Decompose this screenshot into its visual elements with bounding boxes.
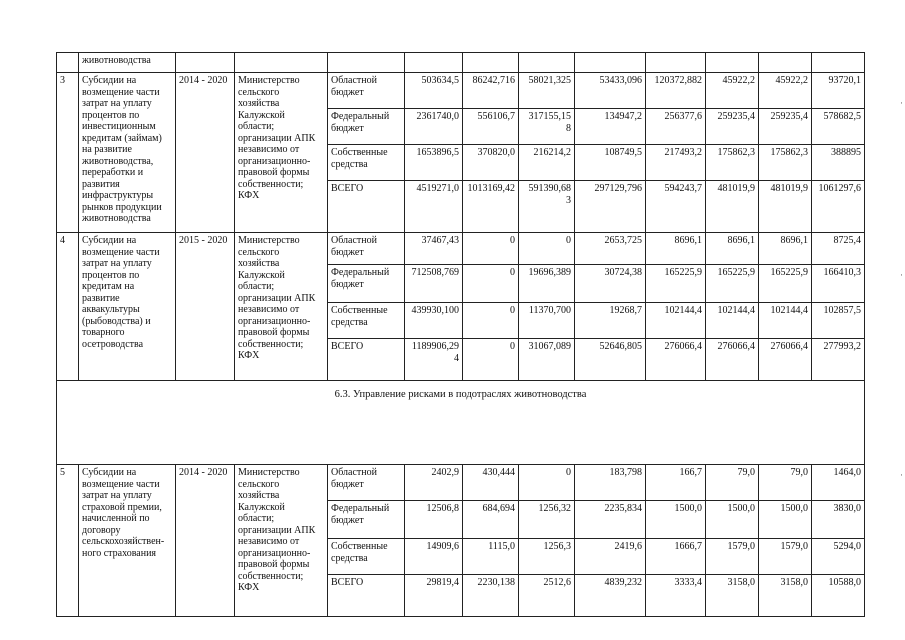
amount-cell: 79,0 bbox=[759, 465, 812, 501]
funding-source: Областной бюджет bbox=[328, 233, 405, 265]
amount-cell: 594243,7 bbox=[646, 181, 706, 233]
amount-cell: 52646,805 bbox=[575, 339, 646, 381]
amount-cell: 165225,9 bbox=[706, 265, 759, 303]
cell-empty bbox=[706, 53, 759, 73]
amount-cell: 93720,1 bbox=[812, 73, 865, 109]
amount-cell: 0 bbox=[463, 339, 519, 381]
amount-cell: 45922,2 bbox=[759, 73, 812, 109]
amount-cell: 166,7 bbox=[646, 465, 706, 501]
amount-cell: 256377,6 bbox=[646, 109, 706, 145]
implementation-period: 2014 - 2020 bbox=[176, 73, 235, 233]
amount-cell: 2361740,0 bbox=[405, 109, 463, 145]
amount-cell: 29819,4 bbox=[405, 575, 463, 617]
table-body bbox=[57, 53, 865, 617]
table-row bbox=[57, 233, 865, 265]
funding-source: Областной бюджет bbox=[328, 465, 405, 501]
amount-cell: 1500,0 bbox=[646, 501, 706, 539]
amount-cell: 0 bbox=[519, 233, 575, 265]
funding-source: Федеральный бюджет bbox=[328, 501, 405, 539]
amount-cell: 1666,7 bbox=[646, 539, 706, 575]
margin-mark: · bbox=[900, 98, 903, 108]
amount-cell: 102857,5 bbox=[812, 303, 865, 339]
amount-cell: 37467,43 bbox=[405, 233, 463, 265]
budget-table bbox=[56, 52, 865, 617]
amount-cell: 276066,4 bbox=[759, 339, 812, 381]
table-row bbox=[57, 465, 865, 501]
cell-empty bbox=[759, 53, 812, 73]
amount-cell: 79,0 bbox=[706, 465, 759, 501]
funding-source: ВСЕГО bbox=[328, 181, 405, 233]
amount-cell: 3158,0 bbox=[706, 575, 759, 617]
implementation-period: 2014 - 2020 bbox=[176, 465, 235, 617]
amount-cell: 2653,725 bbox=[575, 233, 646, 265]
amount-cell: 1061297,6 bbox=[812, 181, 865, 233]
amount-cell: 10588,0 bbox=[812, 575, 865, 617]
amount-cell: 8725,4 bbox=[812, 233, 865, 265]
funding-source: Областной бюджет bbox=[328, 73, 405, 109]
amount-cell: 0 bbox=[463, 303, 519, 339]
amount-cell: 1653896,5 bbox=[405, 145, 463, 181]
table-row bbox=[57, 53, 865, 73]
funding-source: Федеральный бюджет bbox=[328, 109, 405, 145]
cell-empty bbox=[405, 53, 463, 73]
amount-cell: 556106,7 bbox=[463, 109, 519, 145]
amount-cell: 102144,4 bbox=[759, 303, 812, 339]
amount-cell: 86242,716 bbox=[463, 73, 519, 109]
amount-cell: 1500,0 bbox=[759, 501, 812, 539]
amount-cell: 430,444 bbox=[463, 465, 519, 501]
amount-cell: 591390,68 3 bbox=[519, 181, 575, 233]
amount-cell: 102144,4 bbox=[706, 303, 759, 339]
amount-cell: 1013169,42 bbox=[463, 181, 519, 233]
amount-cell: 4519271,0 bbox=[405, 181, 463, 233]
amount-cell: 8696,1 bbox=[759, 233, 812, 265]
amount-cell: 217493,2 bbox=[646, 145, 706, 181]
amount-cell: 259235,4 bbox=[759, 109, 812, 145]
amount-cell: 503634,5 bbox=[405, 73, 463, 109]
amount-cell: 58021,325 bbox=[519, 73, 575, 109]
amount-cell: 1115,0 bbox=[463, 539, 519, 575]
amount-cell: 1256,3 bbox=[519, 539, 575, 575]
amount-cell: 3158,0 bbox=[759, 575, 812, 617]
amount-cell: 1256,32 bbox=[519, 501, 575, 539]
amount-cell: 14909,6 bbox=[405, 539, 463, 575]
margin-mark: · bbox=[900, 470, 903, 480]
amount-cell: 277993,2 bbox=[812, 339, 865, 381]
amount-cell: 3333,4 bbox=[646, 575, 706, 617]
amount-cell: 2512,6 bbox=[519, 575, 575, 617]
amount-cell: 216214,2 bbox=[519, 145, 575, 181]
cell-empty bbox=[463, 53, 519, 73]
continued-description: животноводства bbox=[79, 53, 176, 73]
amount-cell: 259235,4 bbox=[706, 109, 759, 145]
row-number: 3 bbox=[57, 73, 79, 233]
implementation-period: 2015 - 2020 bbox=[176, 233, 235, 381]
amount-cell: 2419,6 bbox=[575, 539, 646, 575]
cell-empty bbox=[328, 53, 405, 73]
amount-cell: 3830,0 bbox=[812, 501, 865, 539]
amount-cell: 19268,7 bbox=[575, 303, 646, 339]
amount-cell: 684,694 bbox=[463, 501, 519, 539]
amount-cell: 2230,138 bbox=[463, 575, 519, 617]
amount-cell: 5294,0 bbox=[812, 539, 865, 575]
amount-cell: 481019,9 bbox=[706, 181, 759, 233]
cell-empty bbox=[176, 53, 235, 73]
amount-cell: 578682,5 bbox=[812, 109, 865, 145]
amount-cell: 481019,9 bbox=[759, 181, 812, 233]
amount-cell: 2402,9 bbox=[405, 465, 463, 501]
funding-source: ВСЕГО bbox=[328, 339, 405, 381]
amount-cell: 166410,3 bbox=[812, 265, 865, 303]
amount-cell: 183,798 bbox=[575, 465, 646, 501]
amount-cell: 175862,3 bbox=[706, 145, 759, 181]
measure-description: Субсидии на возмещение части затрат на уплату процентов по кредитам на развитие аквакультуры (рыбоводства) и товарного осетроводства bbox=[79, 233, 176, 381]
amount-cell: 0 bbox=[463, 265, 519, 303]
cell-empty bbox=[519, 53, 575, 73]
row-number: 4 bbox=[57, 233, 79, 381]
amount-cell: 8696,1 bbox=[646, 233, 706, 265]
cell-empty bbox=[57, 53, 79, 73]
funding-source: Собственные средства bbox=[328, 145, 405, 181]
cell-empty bbox=[235, 53, 328, 73]
executor: Министерство сельского хозяйства Калужской области; организации АПК независимо от организационно- правовой формы собственности; КФХ bbox=[235, 73, 328, 233]
margin-mark: · bbox=[900, 270, 903, 280]
amount-cell: 1500,0 bbox=[706, 501, 759, 539]
executor: Министерство сельского хозяйства Калужской области; организации АПК независимо от организационно- правовой формы собственности; КФХ bbox=[235, 233, 328, 381]
amount-cell: 1579,0 bbox=[759, 539, 812, 575]
funding-source: Федеральный бюджет bbox=[328, 265, 405, 303]
amount-cell: 53433,096 bbox=[575, 73, 646, 109]
measure-description: Субсидии на возмещение части затрат на уплату процентов по инвестиционным кредитам (займам) на развитие животноводства, переработки и развития инфраструктуры рынков продукции животноводства bbox=[79, 73, 176, 233]
amount-cell: 30724,38 bbox=[575, 265, 646, 303]
amount-cell: 12506,8 bbox=[405, 501, 463, 539]
funding-source: Собственные средства bbox=[328, 539, 405, 575]
amount-cell: 297129,796 bbox=[575, 181, 646, 233]
cell-empty bbox=[812, 53, 865, 73]
amount-cell: 4839,232 bbox=[575, 575, 646, 617]
table-row bbox=[57, 73, 865, 109]
cell-empty bbox=[575, 53, 646, 73]
amount-cell: 102144,4 bbox=[646, 303, 706, 339]
funding-source: ВСЕГО bbox=[328, 575, 405, 617]
amount-cell: 370820,0 bbox=[463, 145, 519, 181]
amount-cell: 0 bbox=[463, 233, 519, 265]
amount-cell: 276066,4 bbox=[646, 339, 706, 381]
amount-cell: 165225,9 bbox=[759, 265, 812, 303]
amount-cell: 0 bbox=[519, 465, 575, 501]
amount-cell: 165225,9 bbox=[646, 265, 706, 303]
measure-description: Субсидии на возмещение части затрат на уплату страховой премии, начисленной по договору сельскохозяйствен- ного страхования bbox=[79, 465, 176, 617]
amount-cell: 45922,2 bbox=[706, 73, 759, 109]
cell-empty bbox=[646, 53, 706, 73]
amount-cell: 108749,5 bbox=[575, 145, 646, 181]
amount-cell: 19696,389 bbox=[519, 265, 575, 303]
amount-cell: 120372,882 bbox=[646, 73, 706, 109]
section-row bbox=[57, 381, 865, 465]
amount-cell: 2235,834 bbox=[575, 501, 646, 539]
amount-cell: 134947,2 bbox=[575, 109, 646, 145]
amount-cell: 388895 bbox=[812, 145, 865, 181]
amount-cell: 8696,1 bbox=[706, 233, 759, 265]
amount-cell: 1189906,29 4 bbox=[405, 339, 463, 381]
amount-cell: 175862,3 bbox=[759, 145, 812, 181]
amount-cell: 439930,100 bbox=[405, 303, 463, 339]
amount-cell: 11370,700 bbox=[519, 303, 575, 339]
amount-cell: 317155,15 8 bbox=[519, 109, 575, 145]
amount-cell: 1579,0 bbox=[706, 539, 759, 575]
amount-cell: 712508,769 bbox=[405, 265, 463, 303]
funding-source: Собственные средства bbox=[328, 303, 405, 339]
section-title: 6.3. Управление рисками в подотраслях животноводства bbox=[57, 381, 865, 465]
amount-cell: 31067,089 bbox=[519, 339, 575, 381]
executor: Министерство сельского хозяйства Калужской области; организации АПК независимо от организационно- правовой формы собственности; КФХ bbox=[235, 465, 328, 617]
amount-cell: 276066,4 bbox=[706, 339, 759, 381]
row-number: 5 bbox=[57, 465, 79, 617]
amount-cell: 1464,0 bbox=[812, 465, 865, 501]
